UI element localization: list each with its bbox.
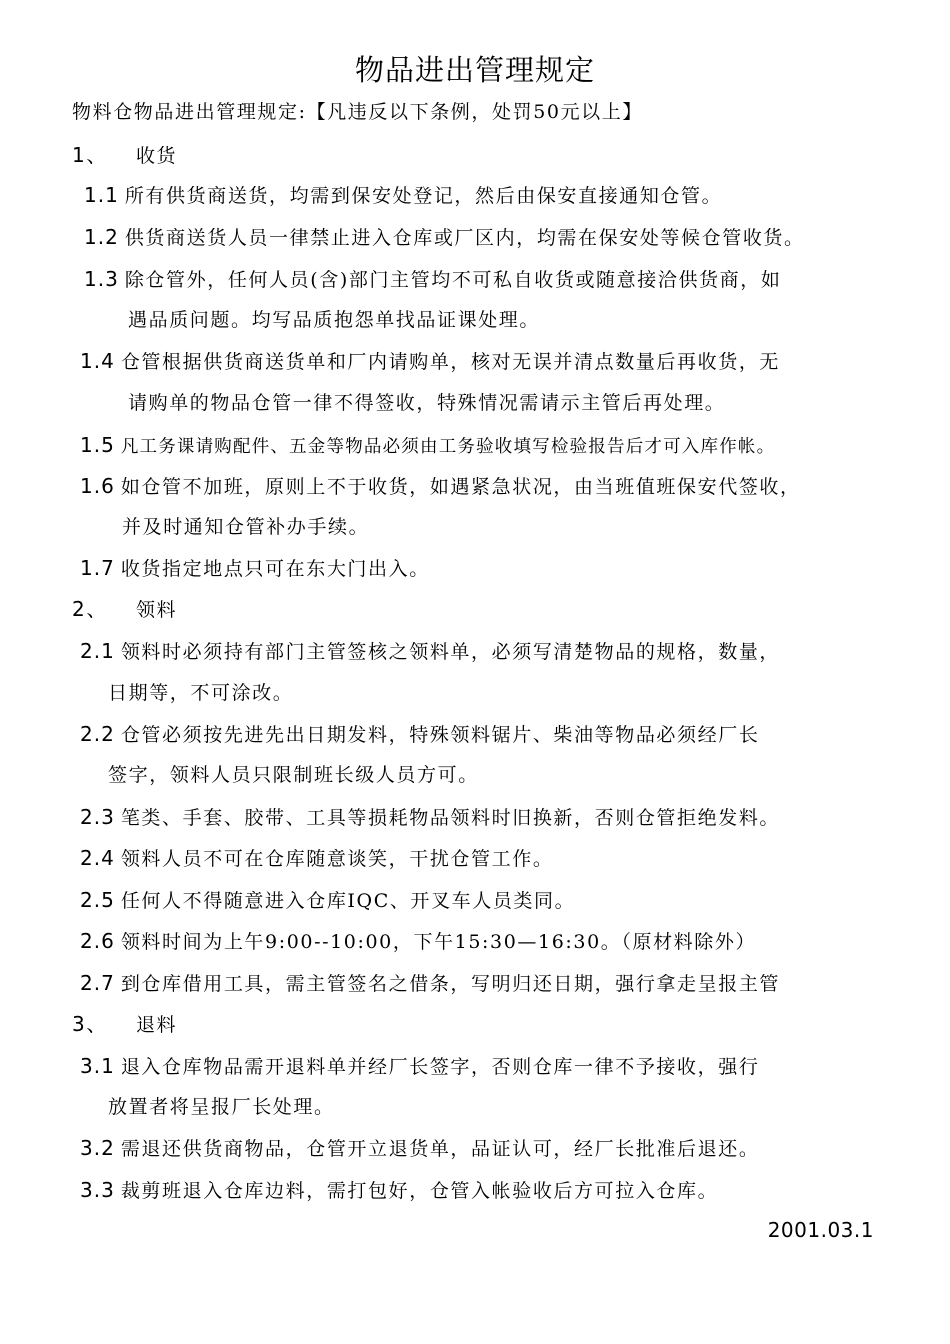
item-text: 如仓管不加班，原则上不于收货，如遇紧急状况，由当班值班保安代签收， [120,476,801,498]
item-3-1 [80,1051,759,1082]
item-text: 领料时必须持有部门主管签核之领料单，必须写清楚物品的规格，数量， [120,641,781,663]
item-text: 裁剪班退入仓库边料，需打包好，仓管入帐验收后方可拉入仓库。 [120,1180,719,1202]
item-text: 领料时间为上午9:00--10:00，下午15:30—16:30。（原材料除外） [120,931,757,953]
item-2-1-continued: 日期等，不可涂改。 [108,682,294,704]
item-1-5 [80,430,775,462]
section-number: 2、 [72,597,108,621]
section-heading-1 [72,140,177,171]
item-number: 2.4 [80,846,115,870]
item-number: 2.1 [80,639,115,663]
item-2-3 [80,802,780,833]
item-number: 1.6 [80,474,115,498]
section-title: 退料 [135,1014,178,1036]
item-number: 1.3 [84,267,119,291]
section-title: 领料 [135,599,178,621]
item-number: 3.2 [80,1136,115,1160]
item-2-2-continued: 签字，领料人员只限制班长级人员方可。 [108,764,479,786]
item-text: 收货指定地点只可在东大门出入。 [120,558,430,580]
item-text: 任何人不得随意进入仓库IQC、开叉车人员类同。 [120,890,576,912]
item-1-3 [84,264,781,295]
item-text: 供货商送货人员一律禁止进入仓库或厂区内，均需在保安处等候仓管收货。 [124,227,805,249]
item-number: 1.2 [84,225,119,249]
item-number: 3.1 [80,1054,115,1078]
item-number: 1.1 [84,183,119,207]
item-2-5 [80,885,575,916]
item-3-2 [80,1133,759,1164]
item-text: 仓管必须按先进先出日期发料，特殊领料锯片、柴油等物品必须经厂长 [120,724,760,746]
item-2-7 [80,968,780,999]
item-text: 仓管根据供货商送货单和厂内请购单，核对无误并清点数量后再收货，无 [120,351,781,373]
item-text: 凡工务课请购配件、五金等物品必须由工务验收填写检验报告后才可入库作帐。 [120,437,776,457]
intro-line: 物料仓物品进出管理规定:【凡违反以下条例，处罚50元以上】 [72,101,643,123]
item-number: 2.3 [80,805,115,829]
item-text: 退入仓库物品需开退料单并经厂长签字，否则仓库一律不予接收，强行 [120,1056,760,1078]
document-date: 2001.03.1 [767,1218,874,1242]
section-heading-2 [72,594,177,625]
section-heading-3 [72,1009,177,1040]
item-text: 所有供货商送货，均需到保安处登记，然后由保安直接通知仓管。 [124,185,723,207]
item-1-7 [80,553,430,584]
item-2-4 [80,843,553,874]
item-number: 1.4 [80,349,115,373]
item-2-1 [80,636,780,667]
item-2-2 [80,719,759,750]
item-number: 2.2 [80,722,115,746]
item-text: 领料人员不可在仓库随意谈笑，干扰仓管工作。 [120,848,554,870]
item-text: 笔类、手套、胶带、工具等损耗物品领料时旧换新，否则仓管拒绝发料。 [120,807,781,829]
item-number: 1.5 [80,433,115,457]
item-number: 2.5 [80,888,115,912]
item-3-1-continued: 放置者将呈报厂长处理。 [108,1096,335,1118]
item-1-4-continued: 请购单的物品仓管一律不得签收，特殊情况需请示主管后再处理。 [128,392,726,414]
item-1-1 [84,180,722,211]
item-1-6 [80,471,801,502]
section-number: 1、 [72,143,108,167]
item-number: 3.3 [80,1178,115,1202]
item-number: 2.6 [80,929,115,953]
section-number: 3、 [72,1012,108,1036]
item-text: 除仓管外，任何人员(含)部门主管均不可私自收货或随意接洽供货商，如 [124,269,782,291]
item-1-4 [80,346,780,377]
item-3-3 [80,1175,718,1206]
item-text: 需退还供货商物品，仓管开立退货单，品证认可，经厂长批准后退还。 [120,1138,760,1160]
item-2-6 [80,926,756,957]
page-title: 物品进出管理规定 [354,53,595,87]
item-1-3-continued: 遇品质问题。均写品质抱怨单找品证课处理。 [128,309,541,331]
item-1-2 [84,222,805,253]
item-number: 1.7 [80,556,115,580]
item-1-6-continued: 并及时通知仓管补办手续。 [122,516,370,538]
item-text: 到仓库借用工具，需主管签名之借条，写明归还日期，强行拿走呈报主管 [120,973,781,995]
item-number: 2.7 [80,971,115,995]
section-title: 收货 [135,145,178,167]
